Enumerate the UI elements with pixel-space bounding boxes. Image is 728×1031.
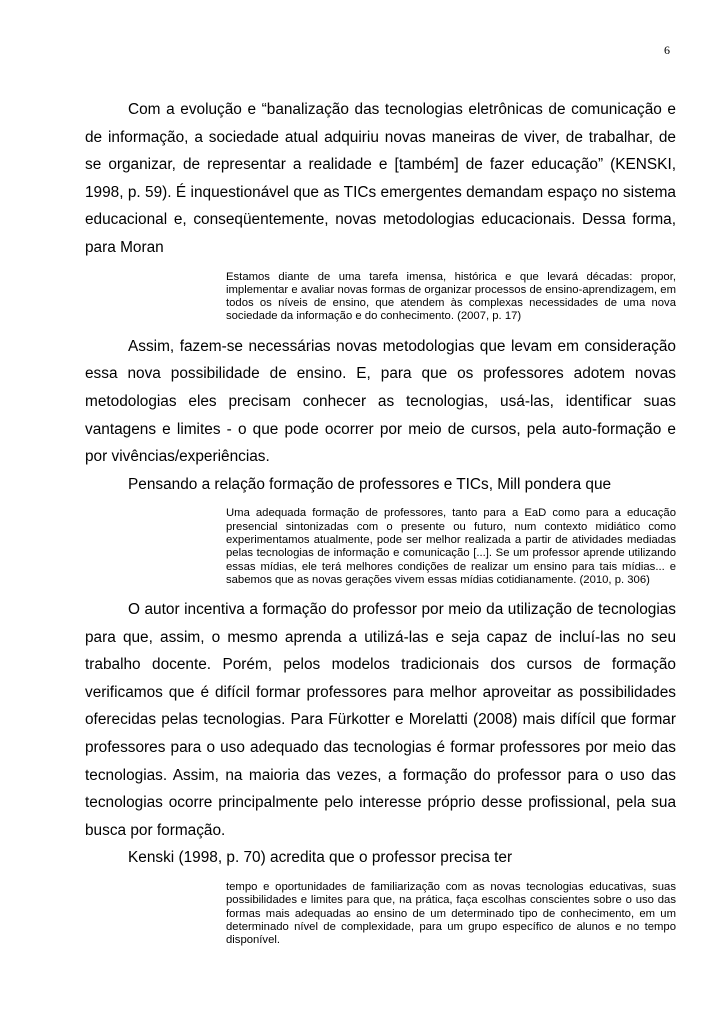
block-quote-moran: Estamos diante de uma tarefa imensa, histórica e que levará décadas: propor, implementar e avaliar novas formas de organizar processos de ensino-aprendizagem, em todos os níveis de ensino, que atendem às complexas necessidades de uma nova sociedade da informação e do conhecimento. (2007, p. 17) <box>226 270 676 323</box>
body-paragraph-3: Pensando a relação formação de professores e TICs, Mill pondera que <box>128 475 612 493</box>
block-quote-kenski: tempo e oportunidades de familiarização com as novas tecnologias educativas, suas possibilidades e limites para que, na prática, faça escolhas conscientes sobre o uso das formas mais adequadas ao ensino de um determinado tipo de conhecimento, em um determinado nível de complexidade, para um grupo específico de alunos e no tempo disponível. <box>226 881 676 947</box>
page-body <box>85 96 676 948</box>
body-paragraph-1: Com a evolução e “banalização das tecnologias eletrônicas de comunicação e de informação, a sociedade atual adquiriu novas maneiras de viver, de trabalhar, de se organizar, de representar a realidade e [também] de fazer educação” (KENSKI, 1998, p. 59). É inquestionável que as TICs emergentes demandam espaço no sistema educacional e, conseqüentemente, novas metodologias educacionais. Dessa forma, para Moran <box>85 101 676 256</box>
body-paragraph-2: Assim, fazem-se necessárias novas metodologias que levam em consideração essa nova possibilidade de ensino. E, para que os professores adotem novas metodologias eles precisam conhecer as tecnologias, usá-las, identificar suas vantagens e limites - o que pode ocorrer por meio de cursos, pela auto-formação e por vivências/experiências. <box>85 337 676 466</box>
block-quote-mill: Uma adequada formação de professores, tanto para a EaD como para a educação presencial sintonizadas com o presente ou futuro, num contexto midiático como experimentamos atualmente, pode ser melhor realizada a partir de atividades mediadas pelas tecnologias de informação e comunicação [...]. Se um professor aprende utilizando essas mídias, ele terá melhores condições de realizar um ensino para tais mídias... e sabemos que as novas gerações vivem essas mídias cotidianamente. (2010, p. 306) <box>226 507 676 586</box>
page-number: 6 <box>664 43 670 57</box>
body-paragraph-5: Kenski (1998, p. 70) acredita que o professor precisa ter <box>128 849 513 867</box>
body-paragraph-4: O autor incentiva a formação do professor por meio da utilização de tecnologias para que, assim, o mesmo aprenda a utilizá-las e seja capaz de incluí-las no seu trabalho docente. Porém, pelos modelos tradicionais dos cursos de formação verificamos que é difícil formar professores para melhor aproveitar as possibilidades oferecidas pelas tecnologias. Para Fürkotter e Morelatti (2008) mais difícil que formar professores para o uso adequado das tecnologias é formar professores por meio das tecnologias. Assim, na maioria das vezes, a formação do professor para o uso das tecnologias ocorre principalmente pelo interesse próprio desse profissional, pela sua busca por formação. <box>85 601 676 839</box>
